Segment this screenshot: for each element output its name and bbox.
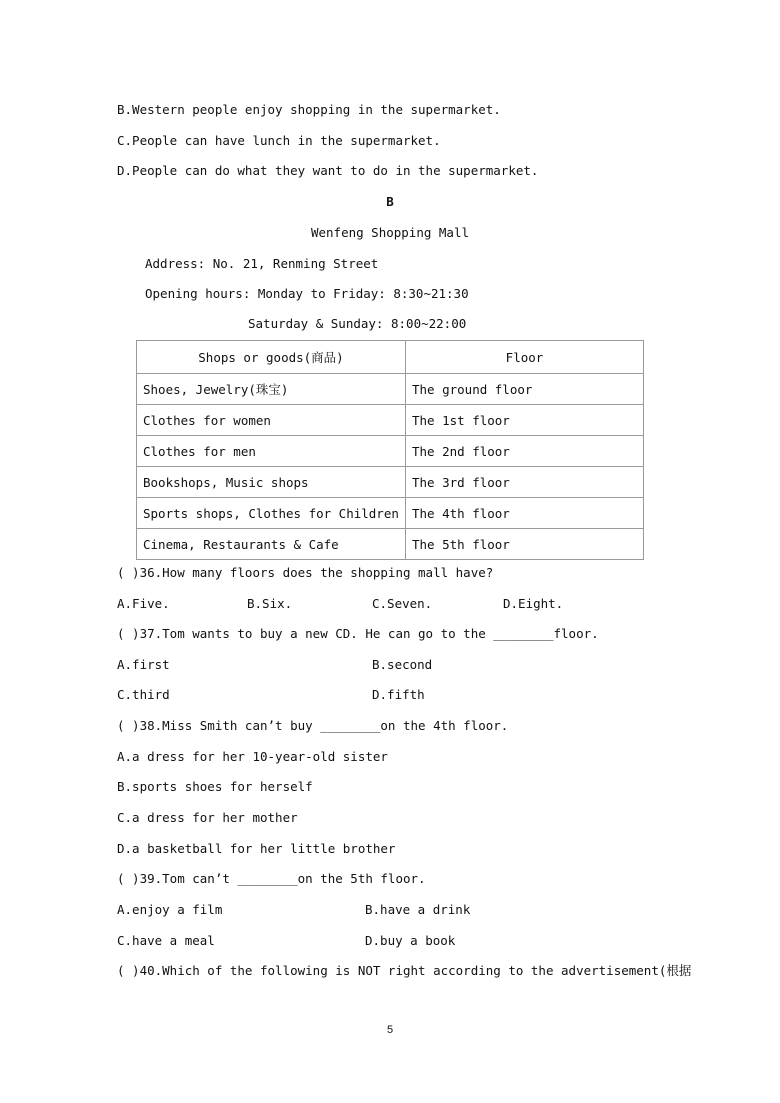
table-header: Shops or goods(商品) xyxy=(137,341,406,374)
table-cell: The 4th floor xyxy=(406,498,644,529)
ad-hours-weekend: Saturday & Sunday: 8:00~22:00 xyxy=(248,316,467,331)
shop-floor-table xyxy=(136,340,644,560)
prev-option-b: B.Western people enjoy shopping in the supermarket. xyxy=(117,102,501,117)
table-cell: The ground floor xyxy=(406,374,644,405)
table-cell: Shoes, Jewelry(珠宝) xyxy=(137,374,406,405)
question-37-option-d: D.fifth xyxy=(372,687,425,702)
page-number: 5 xyxy=(386,1024,394,1036)
table-cell: The 2nd floor xyxy=(406,436,644,467)
table-cell: Sports shops, Clothes for Children xyxy=(137,498,406,529)
question-37-option-a: A.first xyxy=(117,657,170,672)
question-36-stem: ( )36.How many floors does the shopping mall have? xyxy=(117,565,494,580)
table-row xyxy=(137,405,644,436)
ad-address: Address: No. 21, Renming Street xyxy=(145,256,379,271)
question-38-option-a: A.a dress for her 10-year-old sister xyxy=(117,749,388,764)
section-label: B xyxy=(386,194,394,209)
question-36-option-c: C.Seven. xyxy=(372,596,433,611)
table-cell: Clothes for women xyxy=(137,405,406,436)
table-cell: Cinema, Restaurants & Cafe xyxy=(137,529,406,560)
question-39-option-b: B.have a drink xyxy=(365,902,471,917)
prev-option-c: C.People can have lunch in the supermarket. xyxy=(117,133,441,148)
ad-title: Wenfeng Shopping Mall xyxy=(310,225,470,240)
question-38-option-d: D.a basketball for her little brother xyxy=(117,841,396,856)
table-row xyxy=(137,498,644,529)
ad-hours-weekday: Opening hours: Monday to Friday: 8:30~21:30 xyxy=(145,286,469,301)
question-37-option-c: C.third xyxy=(117,687,170,702)
table-row xyxy=(137,436,644,467)
table-cell: Clothes for men xyxy=(137,436,406,467)
question-38-option-b: B.sports shoes for herself xyxy=(117,779,313,794)
question-39-option-c: C.have a meal xyxy=(117,933,215,948)
prev-option-d: D.People can do what they want to do in the supermarket. xyxy=(117,163,539,178)
question-37-stem: ( )37.Tom wants to buy a new CD. He can go to the ________floor. xyxy=(117,626,599,641)
question-39-stem: ( )39.Tom can’t ________on the 5th floor. xyxy=(117,871,426,886)
table-row xyxy=(137,467,644,498)
question-37-option-b: B.second xyxy=(372,657,433,672)
question-36-option-d: D.Eight. xyxy=(503,596,564,611)
table-row xyxy=(137,529,644,560)
table-row xyxy=(137,374,644,405)
question-36-option-b: B.Six. xyxy=(247,596,293,611)
table-cell: Bookshops, Music shops xyxy=(137,467,406,498)
table-cell: The 5th floor xyxy=(406,529,644,560)
question-36-option-a: A.Five. xyxy=(117,596,170,611)
table-cell: The 1st floor xyxy=(406,405,644,436)
question-38-stem: ( )38.Miss Smith can’t buy ________on the 4th floor. xyxy=(117,718,509,733)
question-39-option-d: D.buy a book xyxy=(365,933,456,948)
question-39-option-a: A.enjoy a film xyxy=(117,902,223,917)
table-header: Floor xyxy=(406,341,644,374)
question-40-stem: ( )40.Which of the following is NOT right according to the advertisement(根据 xyxy=(117,963,692,978)
table-header-row xyxy=(137,341,644,374)
table-cell: The 3rd floor xyxy=(406,467,644,498)
question-38-option-c: C.a dress for her mother xyxy=(117,810,298,825)
